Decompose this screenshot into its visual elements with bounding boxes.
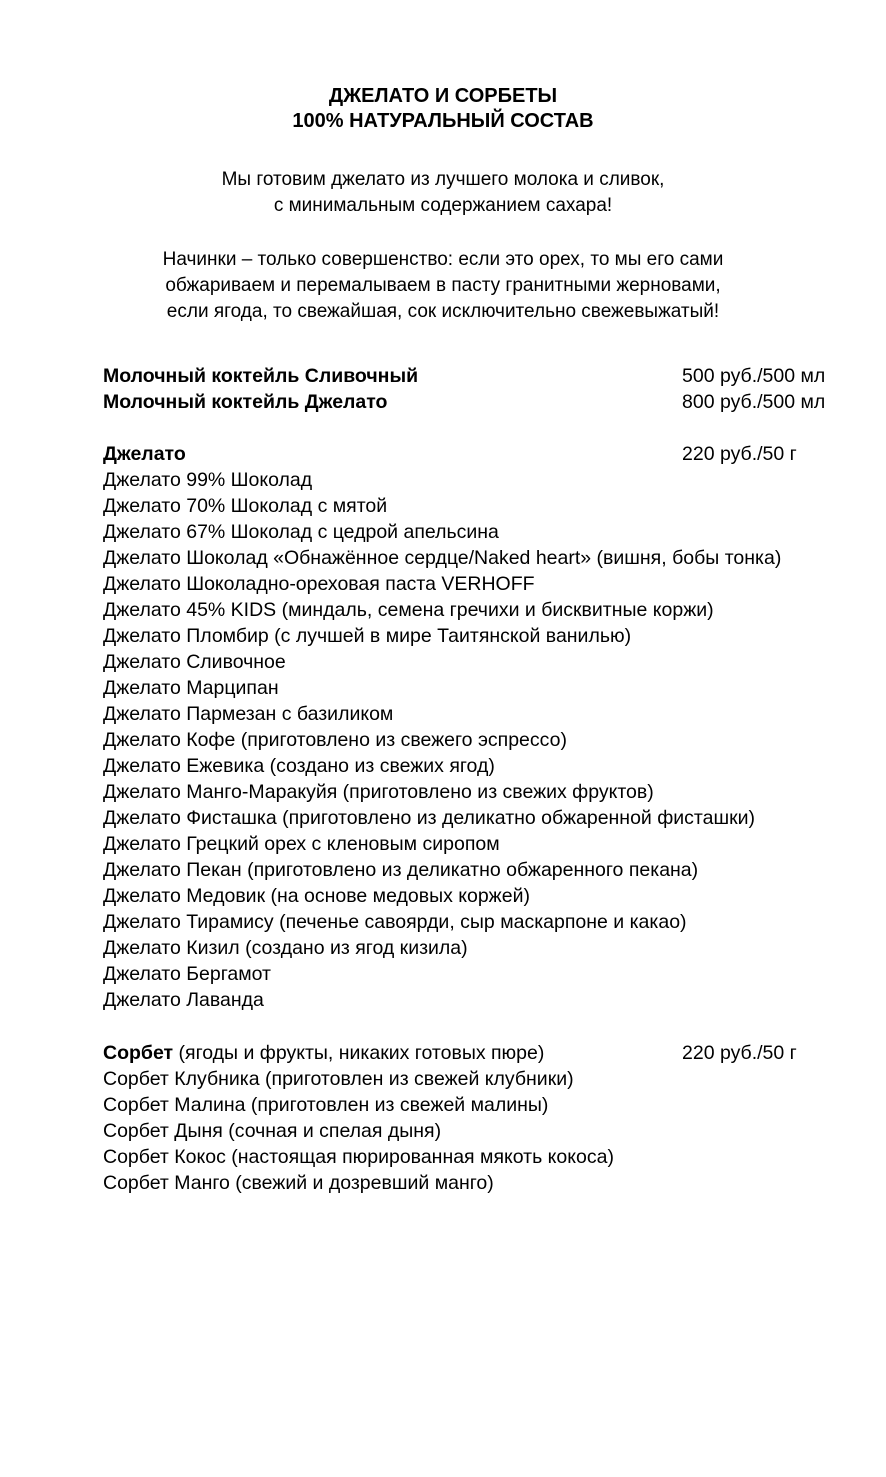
gelato-item: Джелато 67% Шоколад с цедрой апельсина [103,521,499,543]
gelato-item: Джелато Ежевика (создано из свежих ягод) [103,755,495,777]
gelato-item: Джелато Сливочное [103,651,286,673]
gelato-item: Джелато 45% KIDS (миндаль, семена гречихи и бисквитные коржи) [103,599,714,621]
menu-subtitle: 100% НАТУРАЛЬНЫЙ СОСТАВ [292,110,594,132]
gelato-item: Джелато Медовик (на основе медовых коржей) [103,885,530,907]
intro-line: Начинки – только совершенство: если это орех, то мы его сами [162,249,724,270]
menu-row [103,389,843,415]
gelato-item: Джелато 99% Шоколад [103,469,313,491]
gelato-item: Джелато Марципан [103,677,279,699]
gelato-item: Джелато Пломбир (с лучшей в мире Таитянской ванилью) [103,625,632,647]
sorbet-item: Сорбет Малина (приготовлен из свежей малины) [103,1094,549,1116]
gelato-item: Джелато Манго-Маракуйя (приготовлено из свежих фруктов) [103,781,654,803]
gelato-item: Джелато Шоколадно-ореховая паста VERHOFF [103,573,535,595]
sorbet-price: 220 руб./50 г [682,1042,797,1064]
gelato-item: Джелато Пармезан с базиликом [103,703,394,725]
menu-row [103,363,843,389]
gelato-item: Джелато Кизил (создано из ягод кизила) [103,937,468,959]
sorbet-item: Сорбет Дыня (сочная и спелая дыня) [103,1120,442,1142]
gelato-item: Джелато Кофе (приготовлено из свежего эспрессо) [103,729,567,751]
sorbet-heading-note: (ягоды и фрукты, никаких готовых пюре) [173,1042,545,1064]
milkshake-name: Молочный коктейль Сливочный [103,365,419,387]
intro-paragraph-2 [0,247,886,325]
menu-title: ДЖЕЛАТО И СОРБЕТЫ [328,85,558,107]
intro-line: обжариваем и перемалываем в пасту гранитными жерновами, [165,275,721,296]
intro-line: Мы готовим джелато из лучшего молока и сливок, [221,169,665,190]
sorbet-heading: Сорбет [103,1042,174,1064]
section-header [103,441,843,467]
sorbet-heading-group [103,1040,544,1066]
sorbet-item: Сорбет Кокос (настоящая пюрированная мякоть кокоса) [103,1146,614,1168]
gelato-item: Джелато Шоколад «Обнажённое сердце/Naked heart» (вишня, бобы тонка) [103,547,782,569]
sorbet-section [103,1040,843,1196]
gelato-item: Джелато Фисташка (приготовлено из деликатно обжаренной фисташки) [103,807,756,829]
gelato-price: 220 руб./50 г [682,443,797,465]
gelato-item: Джелато Тирамису (печенье савоярди, сыр маскарпоне и какао) [103,911,687,933]
milkshake-section [103,363,843,415]
milkshake-price: 800 руб./500 мл [682,391,826,413]
gelato-item: Джелато 70% Шоколад с мятой [103,495,388,517]
sorbet-item: Сорбет Манго (свежий и дозревший манго) [103,1172,494,1194]
gelato-item: Джелато Лаванда [103,989,264,1011]
intro-line: с минимальным содержанием сахара! [273,195,613,216]
milkshake-name: Молочный коктейль Джелато [103,391,388,413]
gelato-item: Джелато Бергамот [103,963,271,985]
gelato-list [103,467,843,1013]
gelato-section [103,441,843,1013]
intro-line: если ягода, то свежайшая, сок исключительно свежевыжатый! [166,301,720,322]
milkshake-price: 500 руб./500 мл [682,365,826,387]
section-header [103,1040,843,1066]
intro-paragraph-1 [0,167,886,219]
gelato-item: Джелато Грецкий орех с кленовым сиропом [103,833,500,855]
gelato-heading: Джелато [103,443,186,465]
sorbet-item: Сорбет Клубника (приготовлен из свежей клубники) [103,1068,574,1090]
gelato-item: Джелато Пекан (приготовлено из деликатно обжаренного пекана) [103,859,699,881]
sorbet-list [103,1066,843,1196]
